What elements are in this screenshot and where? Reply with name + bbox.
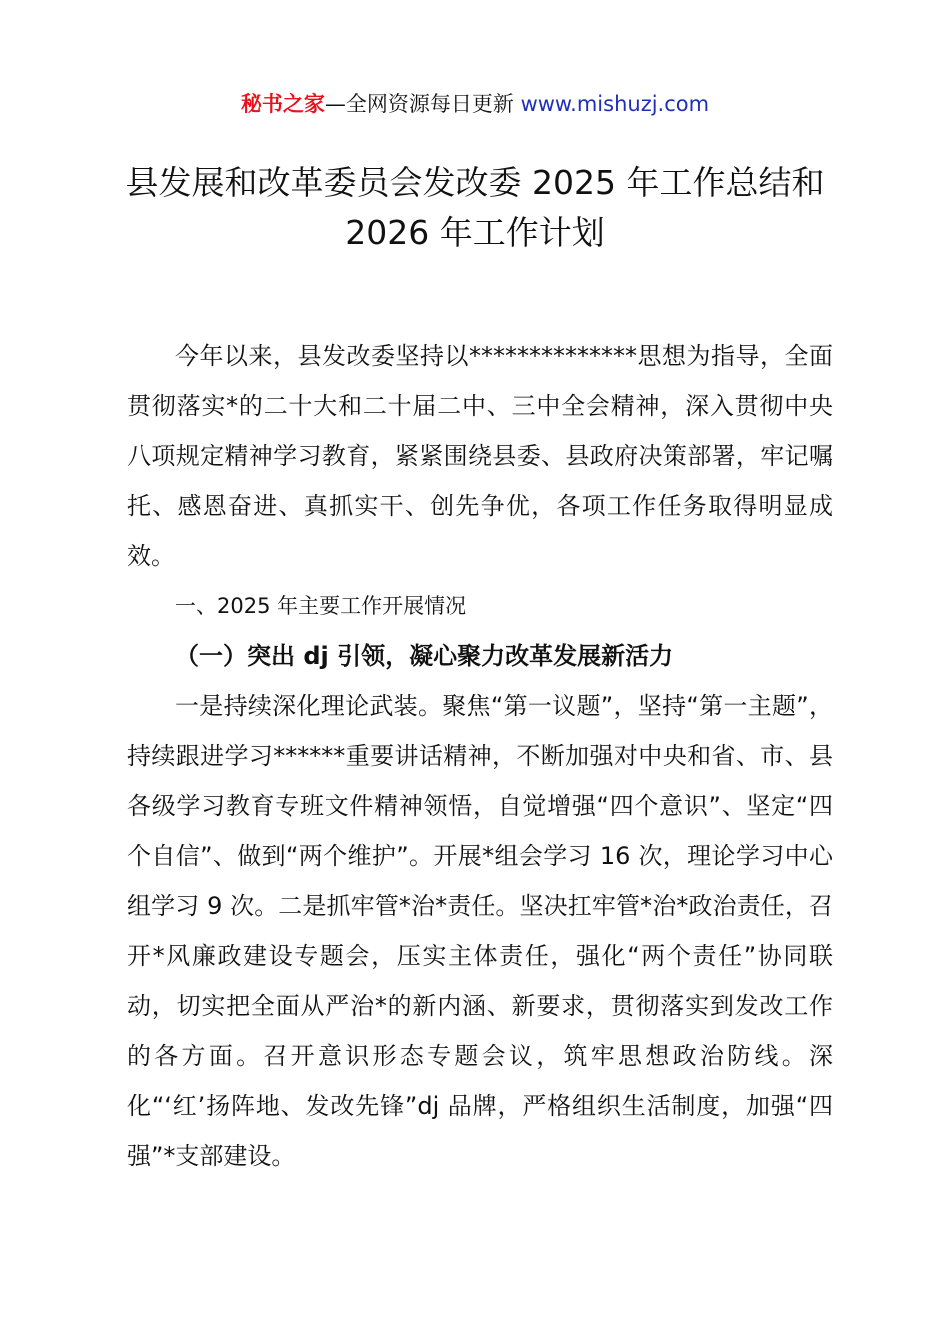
site-brand: 秘书之家 xyxy=(240,92,325,116)
site-header xyxy=(0,88,950,120)
site-url-link[interactable]: www.mishuzj.com xyxy=(520,92,710,116)
intro-paragraph: 今年以来，县发改委坚持以**************思想为指导，全面贯彻落实*的二十大和二十届二中、三中全会精神，深入贯彻中央八项规定精神学习教育，紧紧围绕县委、县政府决策部署，牢记嘱托、感恩奋进、真抓实干、创先争优，各项工作任务取得明显成效。 xyxy=(127,342,833,570)
body-paragraph: 一是持续深化理论武装。聚焦“第一议题”，坚持“第一主题”，持续跟进学习******重要讲话精神，不断加强对中央和省、市、县各级学习教育专班文件精神领悟，自觉增强“四个意识”、坚定“四个自信”、做到“两个维护”。开展*组会学习 16 次，理论学习中心组学习 9 次。二是抓牢管*治*责任。坚决扛牢管*治*政治责任，召开*风廉政建设专题会，压实主体责任，强化“两个责任”协同联动，切实把全面从严治*的新内涵、新要求，贯彻落实到发改工作的各方面。召开意识形态专题会议，筑牢思想政治防线。深化“‘红’扬阵地、发改先锋”dj 品牌，严格组织生活制度，加强“四强”*支部建设。 xyxy=(127,692,833,1170)
site-slogan: —全网资源每日更新 xyxy=(324,92,521,116)
document-title: 县发展和改革委员会发改委 2025 年工作总结和 2026 年工作计划 xyxy=(125,163,825,252)
section-heading: 一、2025 年主要工作开展情况 xyxy=(175,594,467,618)
sub-heading: （一）突出 dj 引领，凝心聚力改革发展新活力 xyxy=(175,642,674,670)
